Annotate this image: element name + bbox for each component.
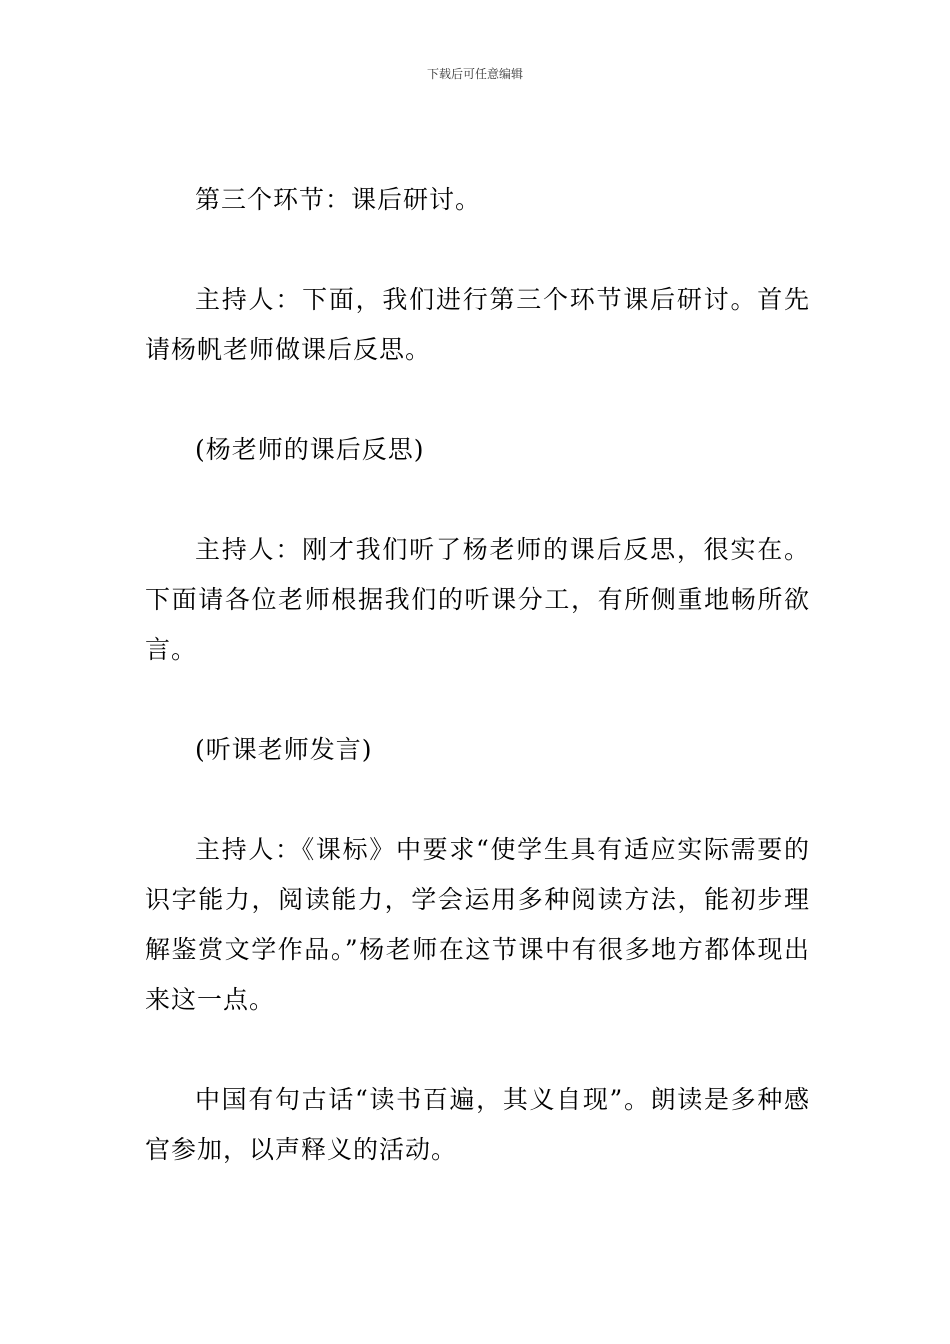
paragraph-gap bbox=[145, 225, 810, 275]
paragraph-host-intro: 主持人：下面，我们进行第三个环节课后研讨。首先请杨帆老师做课后反思。 bbox=[145, 285, 810, 364]
paragraph-gap bbox=[145, 675, 810, 725]
paragraph-observer-remarks: (听课老师发言) bbox=[195, 735, 373, 764]
paragraph-curriculum-quote: 主持人：《课标》中要求“使学生具有适应实际需要的识字能力，阅读能力，学会运用多种阅读方法，能初步理解鉴赏文学作品。”杨老师在这节课中有很多地方都体现出来这一点。 bbox=[145, 835, 810, 1014]
paragraph-gap bbox=[145, 1025, 810, 1075]
page-header: 下载后可任意编辑 bbox=[426, 67, 523, 81]
paragraph-section-title: 第三个环节：课后研讨。 bbox=[195, 185, 482, 214]
paragraph-host-response: 主持人：刚才我们听了杨老师的课后反思，很实在。下面请各位老师根据我们的听课分工，有所侧重地畅所欲言。 bbox=[145, 535, 810, 664]
paragraph-gap bbox=[145, 475, 810, 525]
paragraph-gap bbox=[145, 375, 810, 425]
document-body bbox=[145, 175, 810, 1175]
paragraph-proverb: 中国有句古话“读书百遍，其义自现”。朗读是多种感官参加，以声释义的活动。 bbox=[145, 1085, 810, 1164]
paragraph-teacher-reflection: (杨老师的课后反思) bbox=[195, 435, 425, 464]
paragraph-gap bbox=[145, 775, 810, 825]
